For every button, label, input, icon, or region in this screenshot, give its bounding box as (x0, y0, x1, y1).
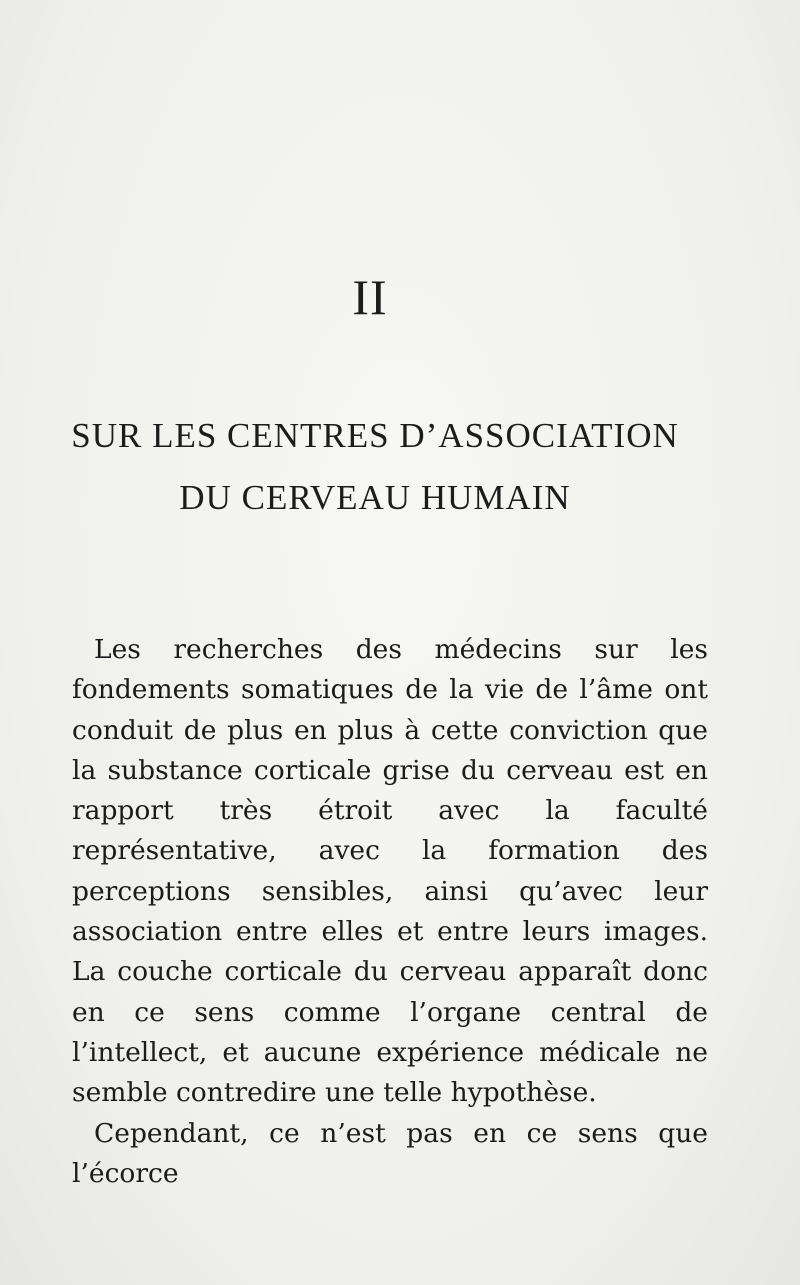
chapter-title-line-2: DU CERVEAU HUMAIN (179, 478, 571, 517)
paragraph-2: Cependant, ce n’est pas en ce sens que l’écorce (72, 1117, 708, 1189)
chapter-title-line-1: SUR LES CENTRES D’ASSOCIATION (71, 416, 679, 455)
chapter-number: II (352, 269, 388, 325)
body-text (72, 630, 708, 1194)
paragraph-1: Les recherches des médecins sur les fondements somatiques de la vie de l’âme ont conduit de plus en plus à cette conviction que la substance corticale grise du cerveau est en rapport très étroit avec la faculté représentative, avec la formation des perceptions sensibles, ainsi qu’avec leur association entre elles et entre leurs images. La couche corticale du cerveau apparaît donc en ce sens comme l’organe central de l’intellect, et aucune expérience médicale ne semble contredire une telle hypothèse. (72, 634, 708, 1109)
